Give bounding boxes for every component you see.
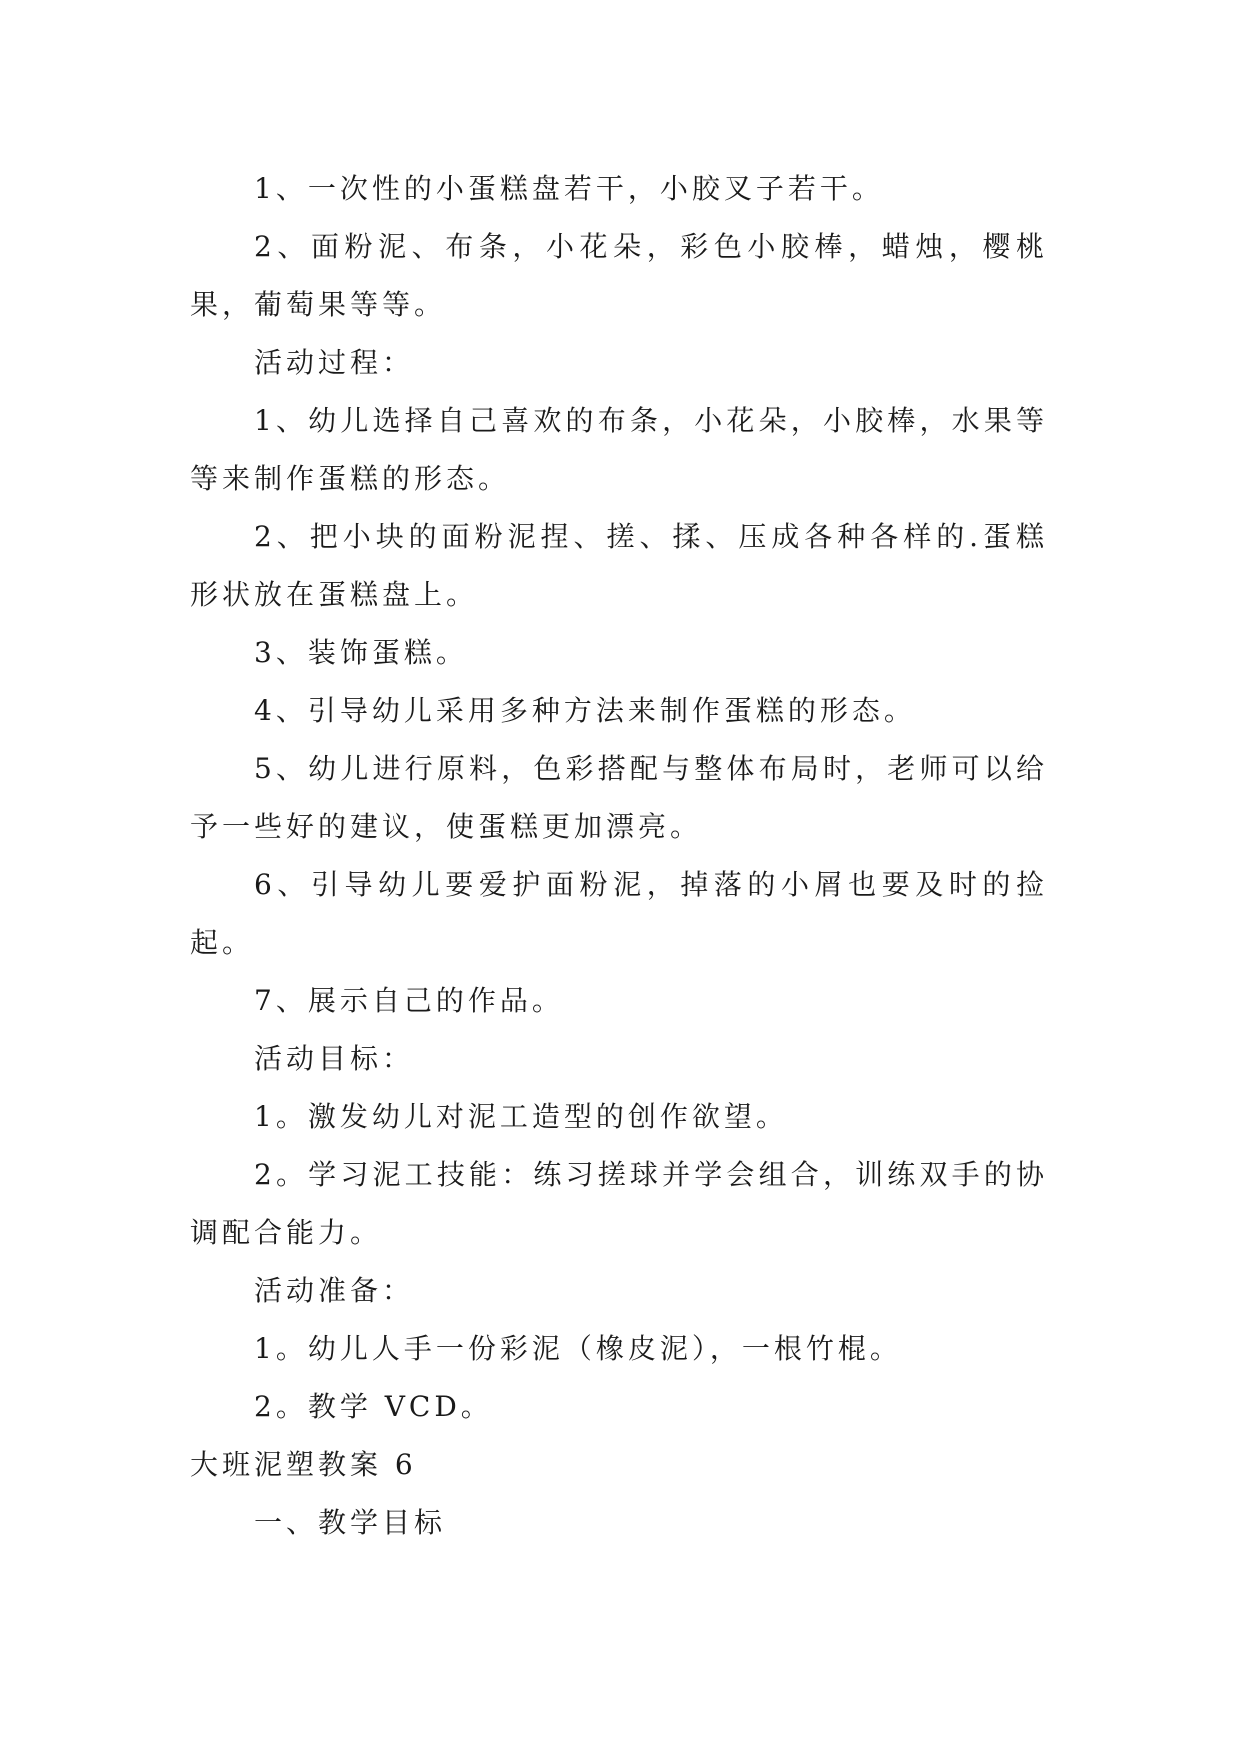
paragraph-process-4: 4、引导幼儿采用多种方法来制作蛋糕的形态。 bbox=[254, 694, 916, 727]
paragraph-process-7: 7、展示自己的作品。 bbox=[254, 984, 564, 1017]
paragraph-goal-1: 1。激发幼儿对泥工造型的创作欲望。 bbox=[254, 1100, 788, 1133]
document-body bbox=[190, 160, 1048, 1552]
heading-activity-goals: 活动目标： bbox=[254, 1042, 415, 1075]
paragraph-materials-2: 2、面粉泥、布条，小花朵，彩色小胶棒，蜡烛，樱桃果，葡萄果等等。 bbox=[190, 230, 1048, 321]
paragraph-process-3: 3、装饰蛋糕。 bbox=[254, 636, 468, 669]
paragraph-process-5: 5、幼儿进行原料，色彩搭配与整体布局时，老师可以给予一些好的建议，使蛋糕更加漂亮。 bbox=[190, 752, 1048, 843]
section-title-lesson-6: 大班泥塑教案 6 bbox=[190, 1448, 417, 1481]
heading-activity-preparation: 活动准备： bbox=[254, 1274, 415, 1307]
heading-activity-process: 活动过程： bbox=[254, 346, 415, 379]
paragraph-process-2: 2、把小块的面粉泥捏、搓、揉、压成各种各样的.蛋糕形状放在蛋糕盘上。 bbox=[190, 520, 1048, 611]
paragraph-preparation-2: 2。教学 VCD。 bbox=[254, 1390, 493, 1423]
paragraph-process-1: 1、幼儿选择自己喜欢的布条，小花朵，小胶棒，水果等等来制作蛋糕的形态。 bbox=[190, 404, 1048, 495]
paragraph-goal-2: 2。学习泥工技能：练习搓球并学会组合，训练双手的协调配合能力。 bbox=[190, 1158, 1048, 1249]
paragraph-preparation-1: 1。幼儿人手一份彩泥（橡皮泥），一根竹棍。 bbox=[254, 1332, 902, 1365]
paragraph-process-6: 6、引导幼儿要爱护面粉泥，掉落的小屑也要及时的捡起。 bbox=[190, 868, 1048, 959]
paragraph-materials-1: 1、一次性的小蛋糕盘若干，小胶叉子若干。 bbox=[254, 172, 884, 205]
heading-teaching-goals: 一、教学目标 bbox=[254, 1506, 447, 1539]
